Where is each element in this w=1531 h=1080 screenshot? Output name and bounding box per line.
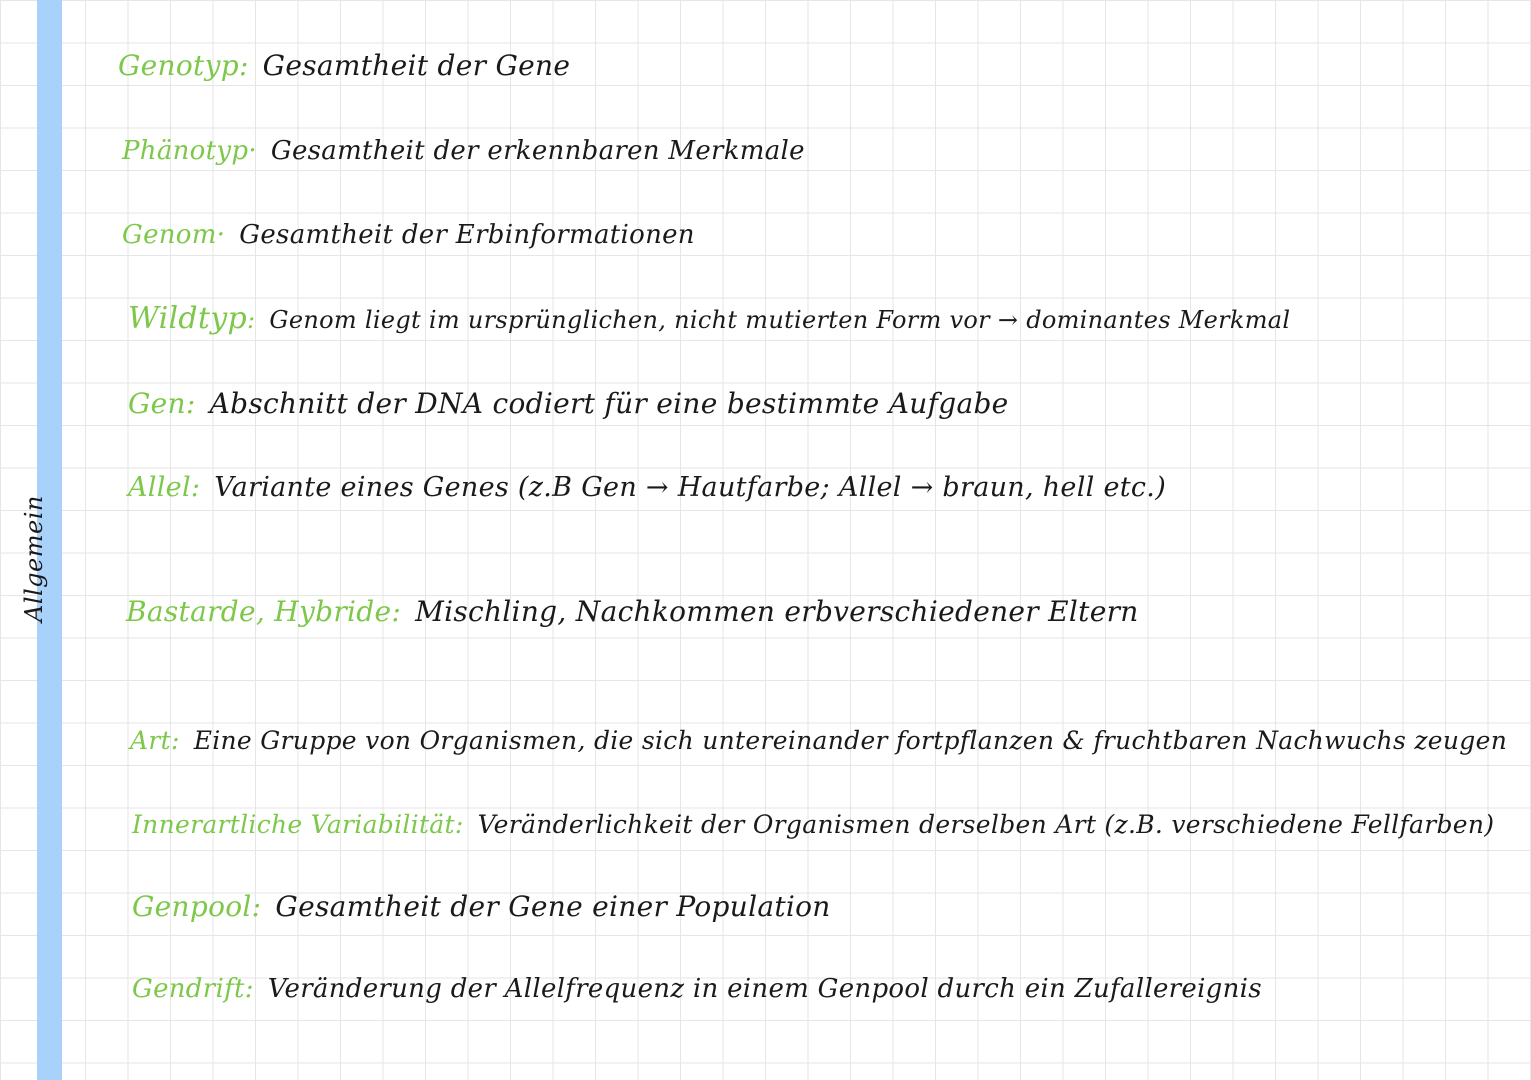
entry-genom xyxy=(122,222,695,248)
entry-wildtyp xyxy=(128,301,1291,336)
definition: Abschnitt der DNA codiert für eine bestimmte Aufgabe xyxy=(209,387,1009,420)
separator: : xyxy=(185,387,196,420)
term: Art xyxy=(130,726,171,755)
side-label: Allgemein xyxy=(20,495,48,622)
entry-phaenotyp xyxy=(122,138,805,164)
term: Genotyp xyxy=(118,49,239,82)
entry-genpool xyxy=(132,890,831,923)
term: Genom xyxy=(122,220,217,250)
separator: : xyxy=(244,974,254,1004)
definition: Gesamtheit der Erbinformationen xyxy=(239,220,695,250)
separator: · xyxy=(216,220,226,250)
definition: Gesamtheit der Gene xyxy=(262,49,571,82)
definition: Eine Gruppe von Organismen, die sich untereinander fortpflanzen & fruchtbaren Nachwuchs zeugen xyxy=(193,726,1508,755)
separator: : xyxy=(190,472,201,503)
separator: : xyxy=(251,890,262,923)
term: Innerartliche Variabilität xyxy=(132,810,455,839)
separator: : xyxy=(238,49,249,82)
term: Allel xyxy=(128,472,191,503)
term: Genpool xyxy=(132,890,252,923)
definition: Gesamtheit der Gene einer Population xyxy=(275,890,831,923)
entry-innerartliche-variabilitaet xyxy=(132,812,1494,837)
term: Phänotyp xyxy=(122,136,249,166)
term: Gendrift xyxy=(132,974,245,1004)
term: Wildtyp xyxy=(128,301,248,336)
definition: Veränderlichkeit der Organismen derselben Art (z.B. verschiedene Fellfarben) xyxy=(477,810,1495,839)
entry-allel xyxy=(128,474,1166,501)
term: Bastarde, Hybride xyxy=(126,595,392,628)
separator: : xyxy=(170,726,180,755)
definition: Mischling, Nachkommen erbverschiedener Eltern xyxy=(415,595,1139,628)
separator: · xyxy=(248,136,257,166)
entry-art xyxy=(130,728,1507,753)
entry-bastarde xyxy=(126,595,1139,628)
separator: : xyxy=(454,810,464,839)
definition: Variante eines Genes (z.B Gen → Hautfarbe; Allel → braun, hell etc.) xyxy=(214,472,1167,503)
definition: Veränderung der Allelfrequenz in einem Genpool durch ein Zufallereignis xyxy=(267,974,1262,1004)
entry-gendrift xyxy=(132,976,1262,1002)
separator: : xyxy=(247,306,256,334)
entry-gen xyxy=(128,387,1009,420)
definition: Genom liegt im ursprünglichen, nicht mutierten Form vor → dominantes Merkmal xyxy=(269,306,1291,334)
entry-genotyp xyxy=(118,49,571,82)
definition: Gesamtheit der erkennbaren Merkmale xyxy=(270,136,805,166)
term: Gen xyxy=(128,387,186,420)
separator: : xyxy=(391,595,402,628)
